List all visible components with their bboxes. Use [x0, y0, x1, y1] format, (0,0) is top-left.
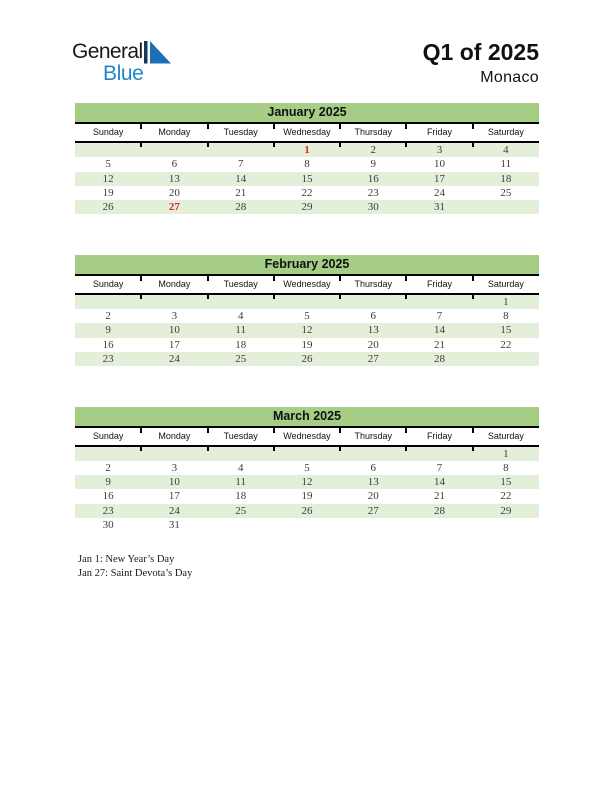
day-cell: 19	[301, 490, 313, 503]
day-cell: 25	[235, 352, 247, 365]
day-cell: 9	[105, 324, 111, 337]
day-cell: 8	[503, 461, 509, 474]
week-row	[75, 323, 539, 337]
empty-day-cell	[274, 366, 340, 380]
week-row	[75, 475, 539, 489]
weekday-label: Sunday	[92, 430, 124, 441]
day-cell: 27	[367, 504, 379, 517]
day-cell: 17	[168, 338, 180, 351]
weekday-header-row	[75, 122, 539, 143]
day-cell: 8	[304, 158, 310, 171]
day-cell: 23	[102, 504, 114, 517]
general-blue-logo	[72, 40, 182, 90]
weekday-label: Wednesday	[274, 428, 340, 445]
empty-day-cell	[340, 447, 406, 461]
day-cell: 30	[102, 519, 114, 532]
weekday-label: Tuesday	[208, 124, 274, 141]
page-subtitle: Monaco	[480, 69, 539, 86]
day-cell: 7	[436, 310, 443, 323]
holiday-legend	[78, 553, 192, 581]
day-cell: 26	[102, 201, 114, 214]
day-cell: 13	[367, 476, 379, 489]
day-cell: 10	[168, 324, 180, 337]
week-row	[75, 143, 539, 157]
day-cell: 23	[102, 352, 114, 365]
week-row	[75, 518, 539, 532]
empty-day-cell	[473, 366, 539, 380]
weekday-label: Thursday	[340, 276, 406, 293]
day-cell: 31	[168, 519, 180, 532]
month-calendar	[75, 103, 539, 229]
day-cell: 1	[503, 447, 509, 460]
week-row	[75, 461, 539, 475]
empty-day-cell	[141, 366, 207, 380]
day-cell: 16	[367, 172, 379, 185]
weekday-label: Saturday	[473, 428, 539, 445]
day-cell: 29	[301, 201, 313, 214]
empty-day-cell	[274, 518, 340, 532]
day-cell: 25	[500, 186, 512, 199]
empty-day-cell	[274, 447, 340, 461]
months-container	[75, 103, 539, 558]
day-cell: 4	[237, 461, 244, 474]
logo-text-general: General	[72, 40, 143, 63]
empty-day-cell	[208, 518, 274, 532]
day-cell: 24	[168, 504, 180, 517]
title-block	[423, 40, 539, 87]
weekday-label: Friday	[406, 428, 472, 445]
day-cell: 26	[301, 352, 313, 365]
day-cell: 5	[304, 461, 310, 474]
empty-day-cell	[274, 214, 340, 228]
day-cell: 7	[237, 158, 244, 171]
day-cell: 6	[370, 461, 377, 474]
day-cell: 22	[500, 338, 512, 351]
day-cell: 28	[235, 201, 247, 214]
empty-day-cell	[75, 295, 141, 309]
day-cell: 18	[500, 172, 512, 185]
day-cell: 11	[235, 476, 246, 489]
day-cell: 10	[434, 158, 446, 171]
day-cell: 5	[304, 310, 310, 323]
week-row	[75, 186, 539, 200]
day-cell: 1	[304, 144, 310, 156]
week-row	[75, 172, 539, 186]
day-cell: 27	[367, 352, 379, 365]
day-cell: 22	[500, 490, 512, 503]
empty-day-cell	[340, 214, 406, 228]
empty-day-cell	[473, 214, 539, 228]
empty-day-cell	[208, 143, 274, 157]
empty-day-cell	[406, 295, 472, 309]
day-cell: 28	[434, 504, 446, 517]
weekday-header-row	[75, 274, 539, 295]
day-cell: 16	[102, 490, 114, 503]
day-cell: 2	[105, 310, 111, 323]
empty-day-cell	[406, 214, 472, 228]
week-row	[75, 447, 539, 461]
month-title: January 2025	[75, 103, 539, 122]
empty-day-cell	[406, 518, 472, 532]
day-cell: 4	[237, 310, 244, 323]
week-row	[75, 295, 539, 309]
week-row	[75, 352, 539, 366]
logo-text-blue: Blue	[103, 62, 144, 85]
day-cell: 12	[102, 172, 114, 185]
empty-day-cell	[75, 447, 141, 461]
month-calendar	[75, 407, 539, 533]
day-cell: 21	[434, 490, 446, 503]
day-cell: 6	[370, 310, 377, 323]
day-cell: 24	[168, 352, 180, 365]
logo-flag-icon	[144, 41, 171, 64]
day-cell: 20	[367, 490, 379, 503]
day-cell: 2	[370, 144, 377, 156]
day-cell: 18	[235, 490, 247, 503]
day-cell: 29	[500, 504, 512, 517]
legend-entry: Jan 27: Saint Devota’s Day	[78, 568, 193, 579]
empty-day-cell	[141, 295, 207, 309]
week-row	[75, 504, 539, 518]
weekday-label: Thursday	[340, 428, 406, 445]
day-cell: 27	[168, 201, 180, 214]
day-cell: 21	[235, 186, 247, 199]
weekday-label: Sunday	[92, 127, 124, 137]
day-cell: 11	[500, 158, 512, 171]
day-cell: 11	[235, 324, 246, 337]
day-cell: 3	[436, 144, 443, 156]
empty-day-cell	[473, 518, 539, 532]
day-cell: 13	[168, 172, 180, 185]
empty-day-cell	[208, 366, 274, 380]
day-cell: 20	[168, 186, 180, 199]
empty-day-cell	[473, 352, 539, 366]
day-cell: 31	[434, 201, 446, 214]
weekday-label: Friday	[406, 276, 472, 293]
empty-day-cell	[75, 366, 141, 380]
empty-day-cell	[473, 200, 539, 214]
day-cell: 7	[436, 461, 443, 474]
weekday-label: Sunday	[92, 278, 124, 289]
week-row	[75, 157, 539, 171]
weekday-label: Monday	[141, 276, 207, 293]
empty-day-cell	[141, 143, 207, 157]
empty-day-cell	[208, 447, 274, 461]
day-cell: 1	[503, 295, 509, 308]
week-row	[75, 309, 539, 323]
day-cell: 12	[301, 476, 313, 489]
month-title: February 2025	[75, 255, 539, 274]
day-cell: 10	[168, 476, 180, 489]
empty-day-cell	[406, 366, 472, 380]
legend-entry: Jan 1: New Year’s Day	[78, 554, 175, 565]
weekday-label: Monday	[141, 124, 207, 141]
weekday-label: Wednesday	[274, 124, 340, 141]
week-row	[75, 200, 539, 214]
empty-day-cell	[141, 214, 207, 228]
day-cell: 19	[301, 338, 313, 351]
page-title: Q1 of 2025	[422, 39, 539, 65]
day-cell: 20	[367, 338, 379, 351]
day-cell: 3	[171, 461, 178, 474]
empty-day-cell	[141, 447, 207, 461]
day-cell: 14	[235, 172, 247, 185]
empty-day-cell	[208, 214, 274, 228]
empty-day-cell	[75, 143, 141, 157]
weekday-label: Monday	[141, 428, 207, 445]
empty-day-cell	[340, 518, 406, 532]
day-cell: 6	[171, 158, 178, 171]
day-cell: 5	[105, 158, 111, 171]
day-cell: 15	[500, 476, 512, 489]
empty-day-cell	[75, 214, 141, 228]
week-row	[75, 366, 539, 380]
day-cell: 24	[434, 186, 446, 199]
day-cell: 12	[301, 324, 313, 337]
day-cell: 2	[105, 461, 111, 474]
weekday-label: Tuesday	[208, 428, 274, 445]
day-cell: 16	[102, 338, 114, 351]
day-cell: 28	[434, 352, 446, 365]
day-cell: 4	[503, 144, 509, 156]
weekday-label: Tuesday	[208, 276, 274, 293]
day-cell: 14	[434, 324, 446, 337]
day-cell: 9	[370, 158, 377, 171]
month-title: March 2025	[75, 407, 539, 426]
empty-day-cell	[340, 366, 406, 380]
weekday-label: Wednesday	[274, 276, 340, 293]
day-cell: 26	[301, 504, 313, 517]
day-cell: 21	[434, 338, 446, 351]
day-cell: 17	[434, 172, 446, 185]
weekday-header-row	[75, 426, 539, 447]
weekday-label: Thursday	[340, 124, 406, 141]
weekday-label: Saturday	[473, 124, 539, 141]
day-cell: 3	[171, 310, 178, 323]
day-cell: 13	[367, 324, 379, 337]
logo-row	[72, 40, 182, 64]
day-cell: 19	[102, 186, 114, 199]
day-cell: 8	[503, 310, 509, 323]
day-cell: 9	[105, 476, 111, 489]
day-cell: 18	[235, 338, 247, 351]
day-cell: 14	[434, 476, 446, 489]
month-calendar	[75, 255, 539, 381]
week-row	[75, 338, 539, 352]
day-cell: 23	[367, 186, 379, 199]
weekday-label: Saturday	[473, 276, 539, 293]
empty-day-cell	[406, 447, 472, 461]
day-cell: 22	[301, 186, 313, 199]
weekday-label: Friday	[406, 124, 472, 141]
empty-day-cell	[340, 295, 406, 309]
week-row	[75, 214, 539, 228]
empty-day-cell	[208, 295, 274, 309]
day-cell: 15	[500, 324, 512, 337]
day-cell: 25	[235, 504, 247, 517]
week-row	[75, 489, 539, 503]
day-cell: 17	[168, 490, 180, 503]
empty-day-cell	[274, 295, 340, 309]
day-cell: 15	[301, 172, 313, 185]
day-cell: 30	[367, 201, 379, 214]
